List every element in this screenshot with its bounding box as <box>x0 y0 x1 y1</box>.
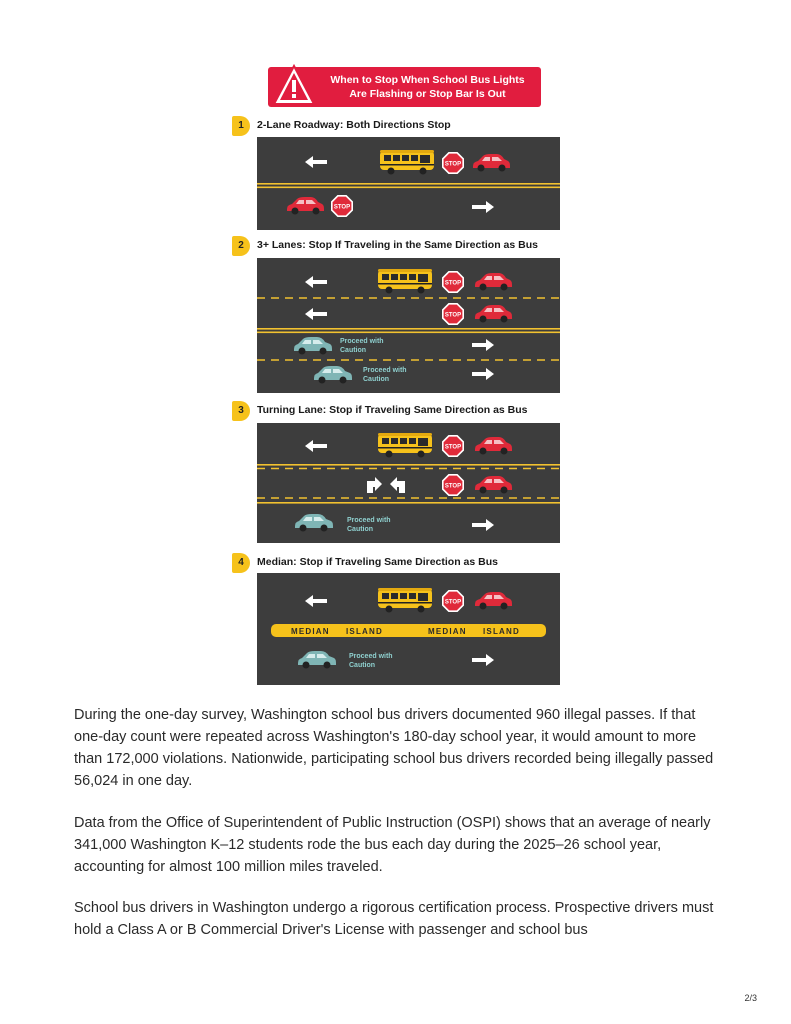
caution-line-2: Caution <box>340 347 367 354</box>
banner-line-2: Are Flashing or Stop Bar Is Out <box>349 88 506 100</box>
turn-arrows-icon <box>367 477 405 493</box>
arrow-left-icon <box>305 156 327 168</box>
stop-sign-icon <box>442 435 464 457</box>
island-label: ISLAND <box>346 627 383 636</box>
section-number-badge: 2 <box>232 236 250 256</box>
section-number-badge: 4 <box>232 553 250 573</box>
stop-sign-icon <box>442 474 464 496</box>
caution-line-1: Proceed with <box>340 338 384 345</box>
section-title: 2-Lane Roadway: Both Directions Stop <box>257 119 451 131</box>
page-number: 2/3 <box>744 993 757 1003</box>
body-paragraph-2: Data from the Office of Superintendent of Public Instruction (OSPI) shows that an average of nearly 341,000 Washington K–12 students rode the bus each day during the 2025–26 school year, accounting for almost 100 million miles traveled. <box>74 815 711 875</box>
caution-line-1: Proceed with <box>363 367 407 374</box>
section-title: 3+ Lanes: Stop If Traveling in the Same Direction as Bus <box>257 239 538 251</box>
red-car-icon <box>475 305 512 323</box>
arrow-right-icon <box>472 519 494 531</box>
arrow-right-icon <box>472 201 494 213</box>
banner-title <box>320 73 535 101</box>
caution-line-1: Proceed with <box>347 517 391 524</box>
stop-sign-label: STOP <box>444 280 462 287</box>
arrow-right-icon <box>472 654 494 666</box>
school-bus-icon <box>378 433 432 458</box>
red-car-icon <box>475 592 512 610</box>
body-paragraph-1: During the one-day survey, Washington school bus drivers documented 960 illegal passes. If that one-day count were repeated across Washington's 180-day school year, it would amount to more than 172,000 violations. Nationwide, participating school bus drivers recorded being illegally passed 56,024 in one day. <box>74 707 714 789</box>
arrow-right-icon <box>472 368 494 380</box>
arrow-left-icon <box>305 440 327 452</box>
stop-sign-icon <box>331 195 353 217</box>
section-number-badge: 3 <box>232 401 250 421</box>
body-paragraph-3: School bus drivers in Washington undergo a rigorous certification process. Prospective drivers must hold a Class A or B Commercial Driver's License with passenger and school bus <box>74 900 714 938</box>
road-diagram-median <box>257 573 560 685</box>
school-bus-icon <box>378 269 432 294</box>
island-label: ISLAND <box>483 627 520 636</box>
red-car-icon <box>475 273 512 291</box>
red-car-icon <box>473 154 510 172</box>
stop-sign-label: STOP <box>444 161 462 168</box>
caution-line-2: Caution <box>347 526 374 533</box>
teal-car-icon <box>294 337 332 355</box>
stop-sign-icon <box>442 590 464 612</box>
warning-banner <box>268 67 541 107</box>
stop-sign-icon <box>442 303 464 325</box>
red-car-icon <box>475 476 512 494</box>
red-car-icon <box>475 437 512 455</box>
school-bus-icon <box>378 588 432 613</box>
arrow-right-icon <box>472 339 494 351</box>
section-title: Turning Lane: Stop if Traveling Same Direction as Bus <box>257 404 528 416</box>
arrow-left-icon <box>305 595 327 607</box>
red-car-icon <box>287 197 324 215</box>
road-diagram-2-lane <box>257 137 560 230</box>
banner-line-1: When to Stop When School Bus Lights <box>330 74 525 86</box>
stop-sign-label: STOP <box>444 444 462 451</box>
stop-sign-label: STOP <box>444 312 462 319</box>
warning-triangle-icon <box>272 64 316 110</box>
median-label: MEDIAN <box>291 627 330 636</box>
school-bus-icon <box>380 150 434 175</box>
stop-sign-label: STOP <box>333 204 351 211</box>
caution-line-2: Caution <box>363 376 390 383</box>
section-title: Median: Stop if Traveling Same Direction as Bus <box>257 556 498 568</box>
stop-sign-label: STOP <box>444 599 462 606</box>
median-label: MEDIAN <box>428 627 467 636</box>
road-diagram-3-plus-lanes <box>257 258 560 393</box>
caution-line-1: Proceed with <box>349 653 393 660</box>
section-number-badge: 1 <box>232 116 250 136</box>
arrow-left-icon <box>305 276 327 288</box>
arrow-left-icon <box>305 308 327 320</box>
stop-sign-label: STOP <box>444 483 462 490</box>
stop-sign-icon <box>442 271 464 293</box>
road-diagram-turning-lane <box>257 423 560 543</box>
teal-car-icon <box>295 514 333 532</box>
caution-line-2: Caution <box>349 662 376 669</box>
teal-car-icon <box>298 651 336 669</box>
teal-car-icon <box>314 366 352 384</box>
stop-sign-icon <box>442 152 464 174</box>
